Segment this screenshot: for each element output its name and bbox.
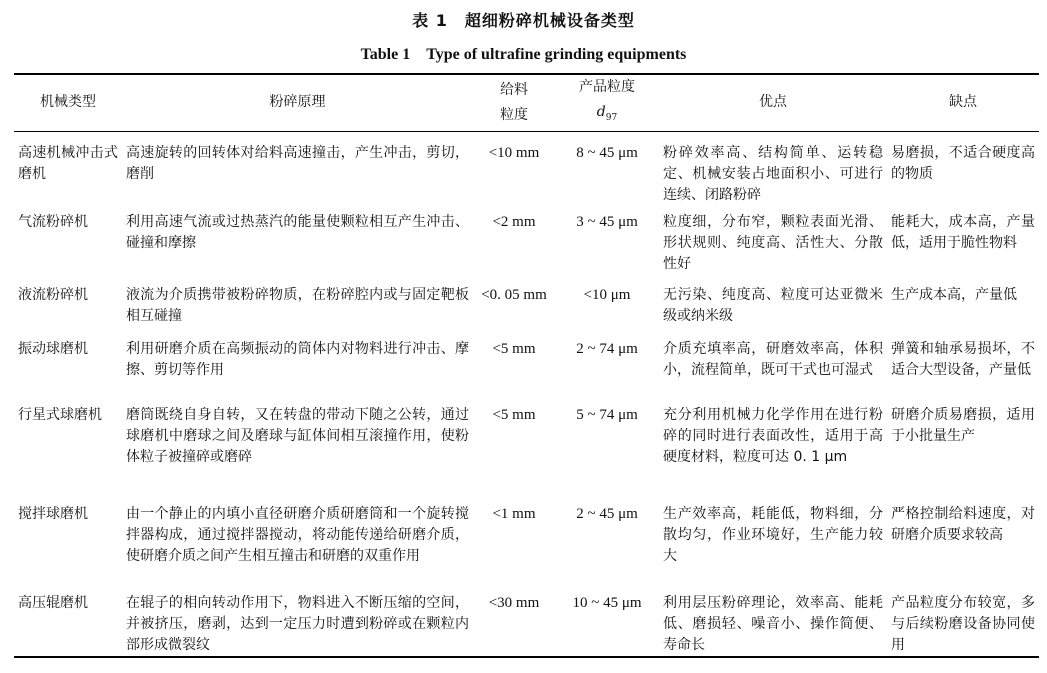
cell-feed-size: <0. 05 mm (481, 286, 547, 303)
cell-disadvantages: 能耗大，成本高，产量低，适用于脆性物料 (891, 213, 1035, 251)
header-feed-size (473, 74, 555, 131)
cell-advantages: 生产效率高，耗能低，物料细，分散均匀，作业环境好，生产能力较大 (663, 505, 883, 564)
cell-type: 高压辊磨机 (14, 588, 122, 657)
cell-disadvantages: 研磨介质易磨损，适用于小批量生产 (891, 406, 1035, 444)
cell-product-size: 2 ~ 45 μm (576, 505, 638, 522)
cell-advantages: 粉碎效率高、结构简单、运转稳定、机械安装占地面积小、可进行连续、闭路粉碎 (663, 144, 883, 203)
header-product-line1: 产品粒度 (579, 79, 635, 95)
cell-feed-size: <1 mm (492, 505, 536, 522)
cell-type: 高速机械冲击式磨机 (18, 144, 118, 182)
cell-feed-size: <30 mm (473, 588, 555, 657)
table-row (14, 131, 1039, 206)
cell-product-size: 8 ~ 45 μm (576, 144, 638, 161)
cell-advantages: 充分利用机械力化学作用在进行粉碎的同时进行表面改性，适用于高硬度材料，粒度可达 0. 1 μm (663, 406, 883, 465)
table-row (14, 334, 1039, 400)
table-row (14, 400, 1039, 499)
table-row (14, 499, 1039, 588)
header-disadvantages: 缺点 (887, 74, 1039, 131)
table-caption-english: Table 1 Type of ultrafine grinding equipments (360, 46, 687, 63)
cell-product-size: 2 ~ 74 μm (576, 340, 638, 357)
cell-type: 气流粉碎机 (18, 213, 88, 230)
header-product-symbol-d: d (596, 104, 606, 120)
cell-feed-size: <5 mm (492, 406, 536, 423)
cell-feed-size: <10 mm (488, 144, 540, 161)
cell-type: 振动球磨机 (18, 340, 88, 357)
header-feed-line2: 粒度 (500, 106, 528, 123)
table-caption-chinese: 表 1 超细粉碎机械设备类型 (412, 11, 635, 30)
cell-principle: 利用研磨介质在高频振动的筒体内对物料进行冲击、摩擦、剪切等作用 (126, 340, 469, 378)
cell-principle: 磨筒既绕自身自转，又在转盘的带动下随之公转，通过球磨机中磨球之间及磨球与缸体间相互滚撞作用，使粉体粒子被撞碎或磨碎 (126, 406, 469, 465)
cell-type: 搅拌球磨机 (18, 505, 88, 522)
cell-principle: 高速旋转的回转体对给料高速撞击，产生冲击，剪切，磨削 (126, 144, 469, 182)
cell-feed-size: <2 mm (492, 213, 536, 230)
header-type: 机械类型 (14, 74, 122, 131)
cell-type: 液流粉碎机 (18, 286, 88, 303)
cell-disadvantages: 弹簧和轴承易损坏，不适合大型设备，产量低 (891, 340, 1035, 378)
cell-advantages: 粒度细，分布窄，颗粒表面光滑、形状规则、纯度高、活性大、分散性好 (663, 213, 883, 272)
cell-principle: 液流为介质携带被粉碎物质，在粉碎腔内或与固定靶板相互碰撞 (126, 286, 469, 324)
table-header-row (14, 74, 1039, 131)
cell-principle: 利用高速气流或过热蒸汽的能量使颗粒相互产生冲击、碰撞和摩擦 (126, 213, 469, 251)
header-product-size (555, 74, 659, 131)
cell-disadvantages: 产品粒度分布较宽，多与后续粉磨设备协同使用 (887, 588, 1039, 657)
cell-product-size: 10 ~ 45 μm (555, 588, 659, 657)
table-row (14, 588, 1039, 657)
header-principle: 粉碎原理 (122, 74, 473, 131)
cell-feed-size: <5 mm (492, 340, 536, 357)
cell-principle: 由一个静止的内填小直径研磨介质研磨筒和一个旋转搅拌器构成，通过搅拌器搅动，将动能传递给研磨介质，使研磨介质之间产生相互撞击和研磨的双重作用 (126, 505, 469, 564)
header-advantages: 优点 (659, 74, 887, 131)
cell-type: 行星式球磨机 (18, 406, 102, 423)
header-feed-line1: 给料 (500, 81, 528, 98)
cell-disadvantages: 易磨损，不适合硬度高的物质 (891, 144, 1035, 182)
table-row (14, 206, 1039, 279)
cell-advantages: 介质充填率高，研磨效率高，体积小，流程简单，既可干式也可湿式 (663, 340, 883, 378)
table-row (14, 279, 1039, 334)
header-product-symbol-sub: 97 (605, 112, 618, 123)
cell-product-size: <10 μm (583, 286, 631, 303)
cell-disadvantages: 生产成本高，产量低 (891, 286, 1017, 303)
equipment-table (14, 73, 1039, 658)
cell-advantages: 利用层压粉碎理论，效率高、能耗低、磨损轻、噪音小、操作简便、寿命长 (659, 588, 887, 657)
cell-product-size: 3 ~ 45 μm (576, 213, 638, 230)
header-product-symbol (555, 100, 659, 131)
cell-advantages: 无污染、纯度高、粒度可达亚微米级或纳米级 (663, 286, 883, 324)
cell-product-size: 5 ~ 74 μm (576, 406, 638, 423)
cell-principle: 在辊子的相向转动作用下，物料进入不断压缩的空间，并被挤压，磨剥，达到一定压力时遭到粉碎或在颗粒内部形成微裂纹 (122, 588, 473, 657)
cell-disadvantages: 严格控制给料速度，对研磨介质要求较高 (891, 505, 1035, 543)
